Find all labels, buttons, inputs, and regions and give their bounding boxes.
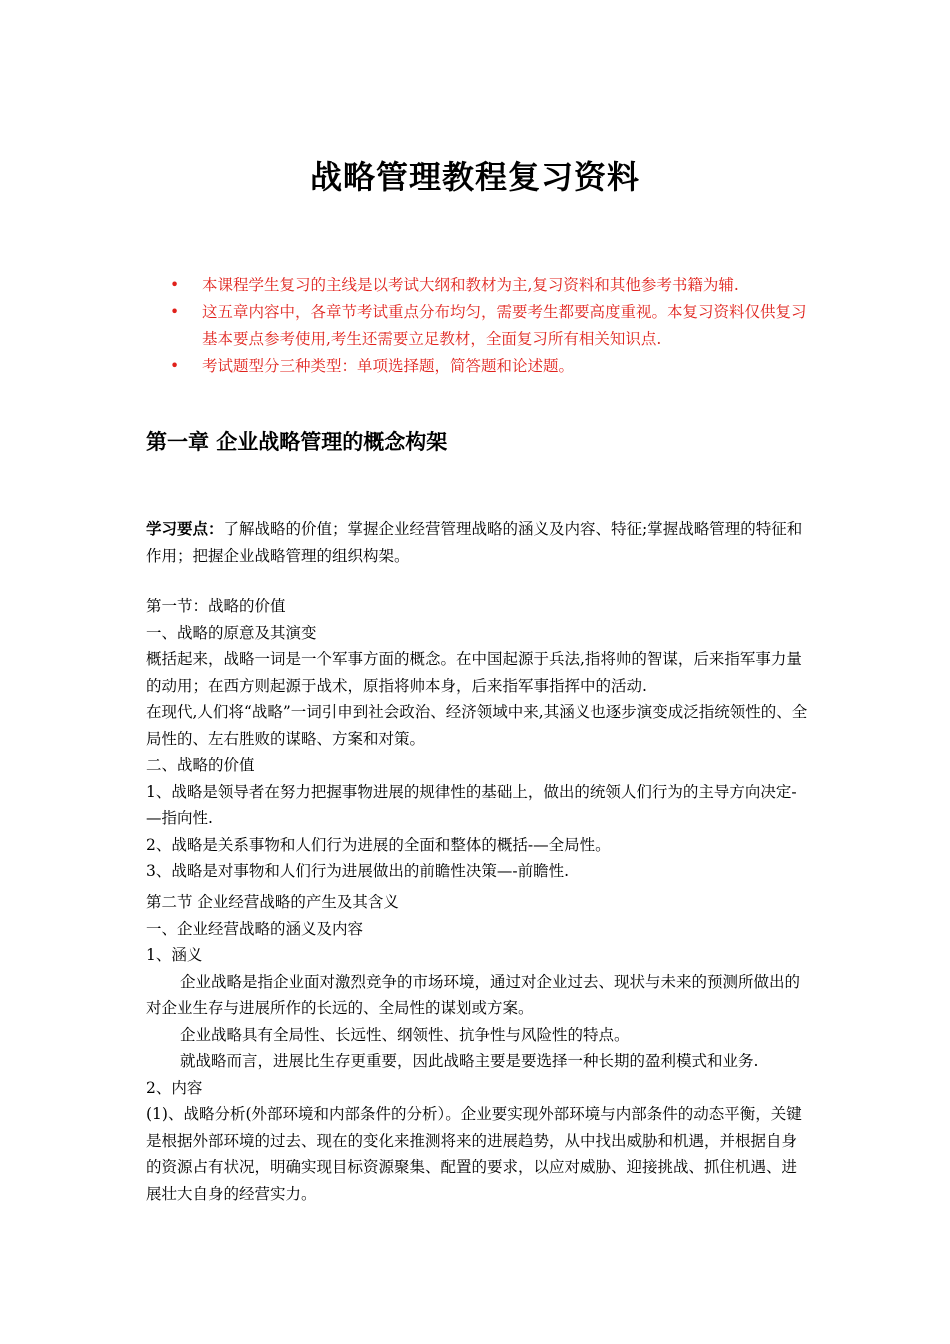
note-text: 考试题型分三种类型：单项选择题，简答题和论述题。: [202, 357, 575, 375]
note-item: [170, 272, 810, 299]
list-item: 2、战略是关系事物和人们行为进展的全面和整体的概括-—全局性。: [146, 835, 611, 854]
review-notes-list: [170, 272, 810, 380]
section-heading: 第二节 企业经营战略的产生及其含义: [146, 893, 399, 911]
paragraph: 在现代,人们将“战略”一词引申到社会政治、经济领域中来,其涵义也逐步演变成泛指统领性的、全局性的、左右胜败的谋略、方案和对策。: [146, 703, 808, 748]
bullet-icon: •: [170, 357, 180, 375]
subsection-heading: 一、企业经营战略的涵义及内容: [146, 919, 364, 938]
subsection-heading: 二、战略的价值: [146, 756, 255, 774]
subsection-heading: 一、战略的原意及其演变: [146, 623, 317, 642]
note-text: 这五章内容中，各章节考试重点分布均匀，需要考生都要高度重视。本复习资料仅供复习基本要点参考使用,考生还需要立足教材，全面复习所有相关知识点.: [202, 303, 807, 348]
study-label: 学习要点：: [146, 520, 224, 538]
item-label: 1、涵义: [146, 946, 203, 964]
paragraph: 概括起来，战略一词是一个军事方面的概念。在中国起源于兵法,指将帅的智谋，后来指军事力量的动用；在西方则起源于战术，原指将帅本身，后来指军事指挥中的活动.: [146, 650, 802, 695]
note-item: [170, 299, 810, 353]
chapter-title: 第一章 企业战略管理的概念构架: [146, 430, 448, 454]
study-points: [146, 516, 810, 569]
list-item: 1、战略是领导者在努力把握事物进展的规律性的基础上，做出的统领人们行为的主导方向决定-—指向性.: [146, 782, 797, 827]
note-item: [170, 353, 810, 380]
study-text: 了解战略的价值；掌握企业经营管理战略的涵义及内容、特征;掌握战略管理的特征和作用；把握企业战略管理的组织构架。: [146, 520, 803, 565]
bullet-icon: •: [170, 303, 180, 321]
section-2: [146, 889, 810, 1207]
paragraph: 就战略而言，进展比生存更重要，因此战略主要是要选择一种长期的盈利模式和业务.: [180, 1052, 759, 1070]
bullet-icon: •: [170, 276, 180, 294]
document-title: 战略管理教程复习资料: [309, 158, 640, 196]
section-1: [146, 593, 810, 885]
note-text: 本课程学生复习的主线是以考试大纲和教材为主,复习资料和其他参考书籍为辅.: [202, 276, 739, 294]
item-label: 2、内容: [146, 1078, 203, 1097]
list-item: 3、战略是对事物和人们行为进展做出的前瞻性决策—-前瞻性.: [146, 862, 570, 880]
paragraph: 企业战略具有全局性、长远性、纲领性、抗争性与风险性的特点。: [180, 1025, 630, 1044]
paragraph: (1)、战略分析(外部环境和内部条件的分析）。企业要实现外部环境与内部条件的动态平衡，关键是根据外部环境的过去、现在的变化来推测将来的进展趋势，从中找出威胁和机遇，并根据自身的资源占有状况，明确实现目标资源聚集、配置的要求，以应对威胁、迎接挑战、抓住机遇、进展壮大自身的经营实力。: [146, 1105, 802, 1203]
paragraph: 企业战略是指企业面对激烈竞争的市场环境，通过对企业过去、现状与未来的预测所做出的对企业生存与进展所作的长远的、全局性的谋划或方案。: [146, 972, 801, 1017]
section-heading: 第一节：战略的价值: [146, 597, 286, 615]
